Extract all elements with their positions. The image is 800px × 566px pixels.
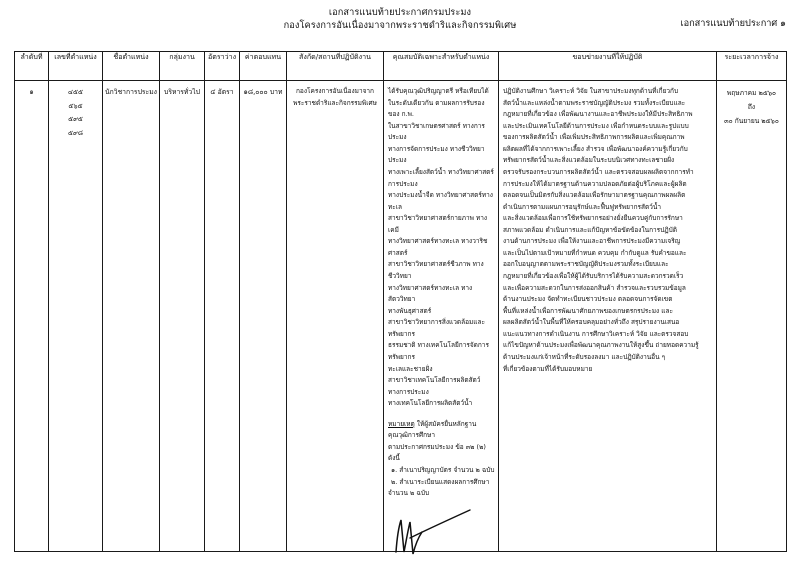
column-header-job-scope: ขอบข่ายงานที่ให้ปฏิบัติ xyxy=(499,52,717,81)
column-header-salary: ค่าตอบแทน xyxy=(240,52,287,81)
qualification-line: ทางการจัดการประมง ทางชีววิทยาประมง xyxy=(388,144,485,165)
qualification-doc-item: ๑. สำเนาปริญญาบัตร จำนวน ๒ ฉบับ xyxy=(391,466,495,474)
qualification-line: สาขาวิชาวิทยาศาสตร์กายภาพ ทางเคมี xyxy=(388,214,488,234)
cell-salary xyxy=(240,81,287,552)
qualification-doc-item: จำนวน ๒ ฉบับ xyxy=(388,489,430,498)
cell-post-numbers xyxy=(49,81,103,552)
job-scope-line: สัตว์น้ำและแหล่งน้ำตามพระราชบัญญัติประมง รวมทั้งระเบียบและ xyxy=(503,98,686,107)
cell-vacancy xyxy=(205,81,240,552)
qualification-block xyxy=(384,81,498,500)
column-header-title: ชื่อตำแหน่ง xyxy=(103,52,160,81)
job-scope-line: และสิ่งแวดล้อมเพื่อการใช้ทรัพยากรอย่างยั่งยืนควบคู่กับการรักษา xyxy=(503,214,683,223)
period-block xyxy=(717,81,786,129)
table-row xyxy=(15,81,787,552)
cell-work-group xyxy=(160,81,205,552)
job-scope-line: ผลผลิตสัตว์น้ำในพื้นที่ให้ครอบคลุมอย่างทั่วถึง สรุปรายงานเสนอ xyxy=(503,318,680,327)
job-scope-line: ของการผลิตสัตว์น้ำ เพื่อเพิ่มประสิทธิภาพการผลิตและเพิ่มคุณภาพ xyxy=(503,133,685,142)
post-number: ๕๙๘ xyxy=(68,128,83,137)
post-number: ๕๖๕ xyxy=(68,101,83,110)
period-start: พฤษภาคม ๒๕๖๐ xyxy=(726,89,777,97)
job-scope-line: และเป็นไปตามเป้าหมายที่กำหนด ควบคุม กำกับดูแล รับคำขอและ xyxy=(503,248,687,257)
period-end: ๓๐ กันยายน ๒๕๖๐ xyxy=(724,116,779,125)
job-scope-line: การประมงให้ได้มาตรฐานด้านความปลอดภัยต่อผู้บริโภคและผู้ผลิต xyxy=(503,179,687,188)
work-group-value: บริหารทั่วไป xyxy=(164,88,200,96)
qualification-line: ในระดับเดียวกัน ตามผลการรับรองของ ก.พ. xyxy=(388,98,485,119)
cell-job-scope xyxy=(499,81,717,552)
job-scope-line: แนะแนวทางการดำเนินงาน การศึกษาวิเคราะห์ วิจัย และตรวจสอบ xyxy=(503,329,689,338)
qualification-line: สาขาวิชาวิทยาการสิ่งแวดล้อมและทรัพยากร xyxy=(388,318,485,338)
post-number-list xyxy=(49,81,102,140)
cell-affiliation xyxy=(287,81,384,552)
job-scope-line: ทรัพยากรสัตว์น้ำและสิ่งแวดล้อมในระบบนิเวศทางทะเลชายฝั่ง xyxy=(503,156,675,165)
cell-qualification xyxy=(384,81,499,552)
salary-value: ๑๘,๐๐๐ บาท xyxy=(243,88,283,96)
table-header-row xyxy=(15,52,787,81)
column-header-order: ลำดับที่ xyxy=(15,52,49,81)
job-scope-line: ผลิตผลที่ได้จากการเพาะเลี้ยง สำรวจ เพื่อพัฒนาองค์ความรู้เกี่ยวกับ xyxy=(503,144,688,153)
job-scope-line: ที่เกี่ยวข้องตามที่ได้รับมอบหมาย xyxy=(503,364,593,373)
qualification-note-text: ให้ผู้สมัครยื่นหลักฐานคุณวุฒิการศึกษา xyxy=(388,419,477,440)
qualification-line: ธรรมชาติ ทางเทคโนโลยีการจัดการทรัพยากร xyxy=(388,341,489,361)
header-attachment-label: เอกสารแนบท้ายประกาศ ๑ xyxy=(680,18,786,29)
job-scope-line: ตรวจรับรองกระบวนการผลิตสัตว์น้ำ และตรวจสอบผลผลิตจากการทำ xyxy=(503,167,694,176)
job-scope-line: ออกใบอนุญาตตามพระราชบัญญัติประมงรวมทั้งระเบียบและ xyxy=(503,260,669,269)
job-scope-line: สภาพแวดล้อม ดำเนินการและแก้ปัญหาข้อขัดข้องในการปฏิบัติ xyxy=(503,225,677,234)
position-details-table xyxy=(14,51,787,552)
qualification-line: ทางเพาะเลี้ยงสัตว์น้ำ ทางวิทยาศาสตร์การประมง xyxy=(388,167,494,188)
qualification-line: ได้รับคุณวุฒิปริญญาตรี หรือเทียบได้ xyxy=(388,87,489,95)
job-scope-line: และประเมินเทคโนโลยีด้านการประมง เพื่อกำหนดระบบและรูปแบบ xyxy=(503,121,689,130)
qualification-line: ทะเลและชายฝั่ง xyxy=(388,364,433,373)
qualification-line: ทางพันธุศาสตร์ xyxy=(388,306,432,315)
affiliation-line-1: กองโครงการอันเนื่องมาจาก xyxy=(295,87,374,95)
post-number: ๕๙๕ xyxy=(68,115,83,124)
job-scope-line: แก้ไขปัญหาด้านประมงเพื่อพัฒนาคุณภาพงานให้สูงขึ้น ถ่ายทอดความรู้ xyxy=(503,341,699,350)
qualification-line: สาขาวิชาเทคโนโลยีการผลิตสัตว์ xyxy=(388,376,481,385)
job-scope-line: ดำเนินการตามแผนการอนุรักษ์และฟื้นฟูทรัพยากรสัตว์น้ำ xyxy=(503,202,661,211)
qualification-note-label: หมายเหตุ xyxy=(388,419,415,428)
vacancy-value: ๔ อัตรา xyxy=(210,88,234,96)
period-connector: ถึง xyxy=(747,102,756,111)
column-header-post-no: เลขที่ตำแหน่ง xyxy=(49,52,103,81)
cell-order xyxy=(15,81,49,552)
qualification-line: ทางประมงน้ำจืด ทางวิทยาศาสตร์ทางทะเล xyxy=(388,191,493,211)
post-number: ๔๕๕ xyxy=(68,88,83,96)
affiliation-line-2: พระราชดำริและกิจกรรมพิเศษ xyxy=(293,98,377,107)
qualification-line: ทางเทคโนโลยีการผลิตสัตว์น้ำ xyxy=(388,399,473,408)
column-header-period: ระยะเวลาการจ้าง xyxy=(717,52,787,81)
affiliation-block xyxy=(287,81,383,109)
qualification-line: สาขาวิชาวิทยาศาสตร์ชีวภาพ ทางชีววิทยา xyxy=(388,260,484,280)
column-header-qualification: คุณสมบัติเฉพาะสำหรับตำแหน่ง xyxy=(384,52,499,81)
column-header-group: กลุ่มงาน xyxy=(160,52,205,81)
qualification-line: ทางวิทยาศาสตร์ทางทะเล ทางวาริชศาสตร์ xyxy=(388,237,488,257)
qualification-note-line-2: ตามประกาศกรมประมง ข้อ ๓๒ (๒) ดังนี้ xyxy=(388,442,486,463)
qualification-line: ทางการประมง xyxy=(388,387,429,396)
job-scope-line: กฎหมายที่เกี่ยวข้อง เพื่อพัฒนางานและอาชีพประมงให้มีประสิทธิภาพ xyxy=(503,110,693,119)
column-header-vacancy: อัตราว่าง xyxy=(205,52,240,81)
document-header xyxy=(0,0,800,50)
job-scope-line: พื้นที่แหล่งน้ำเพื่อการพัฒนาศักยภาพของเกษตรกรประมง และ xyxy=(503,306,673,315)
order-value: ๑ xyxy=(29,88,34,96)
job-scope-line: ปฏิบัติงานศึกษา วิเคราะห์ วิจัย ในสาขาประมงทุกด้านที่เกี่ยวกับ xyxy=(503,87,679,95)
column-header-affiliation: สังกัด/สถานที่ปฏิบัติงาน xyxy=(287,52,384,81)
job-scope-block xyxy=(499,81,716,375)
qualification-line: ในสาขาวิชาเกษตรศาสตร์ ทางการประมง xyxy=(388,121,485,142)
job-scope-line: งานด้านการประมง เพื่อให้งานและอาชีพการประมงมีความเจริญ xyxy=(503,237,681,246)
qualification-note xyxy=(388,419,495,442)
job-scope-line: และเพื่อความสะดวกในการส่งออกสินค้า สำรวจและรวบรวมข้อมูล xyxy=(503,283,686,292)
job-scope-line: ด้านงานประมง จัดทำทะเบียนชาวประมง ตลอดจนการจัดเขต xyxy=(503,295,673,304)
job-scope-line: ตลอดจนเป็นมิตรกับสิ่งแวดล้อมเพื่อรักษามาตรฐานคุณภาพผลผลิต xyxy=(503,191,686,200)
header-title-line1: เอกสารแนบท้ายประกาศกรมประมง xyxy=(328,7,472,18)
header-title-line2: กองโครงการอันเนื่องมาจากพระราชดำริและกิจกรรมพิเศษ xyxy=(283,20,517,32)
job-scope-line: กฎหมายที่เกี่ยวข้องเพื่อให้ผู้ได้รับบริการได้รับความสะดวกรวดเร็ว xyxy=(503,272,684,280)
position-title-value: นักวิชาการประมง xyxy=(104,88,157,96)
qualification-line: ทางวิทยาศาสตร์ทางทะเล ทางสัตววิทยา xyxy=(388,283,473,304)
job-scope-line: ด้านประมงแก่เจ้าหน้าที่ระดับรองลงมา และปฏิบัติงานอื่น ๆ xyxy=(503,352,666,361)
cell-period xyxy=(717,81,787,552)
cell-position-title xyxy=(103,81,160,552)
qualification-doc-item: ๒. สำเนาระเบียนแสดงผลการศึกษา xyxy=(391,477,490,486)
